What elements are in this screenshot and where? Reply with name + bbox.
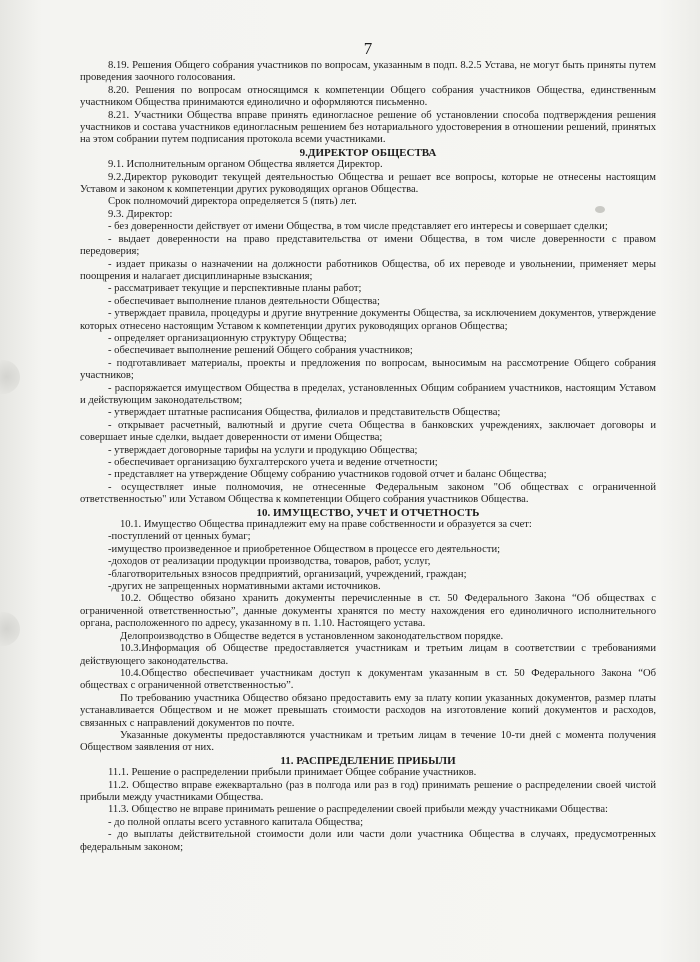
section-heading: 9.ДИРЕКТОР ОБЩЕСТВА: [299, 146, 437, 159]
paragraph: - выдает доверенности на право представительства от имени Общества, в том числе доверенности с правом передоверия;: [80, 233, 656, 258]
paragraph: - открывает расчетный, валютный и другие счета Общества в банковских учреждениях, заключает договоры и совершает иные сделки, выдает доверенности от имени Общества;: [80, 419, 656, 444]
paragraph: 10.3.Информация об Обществе предоставляется участникам и третьим лицам в соответствии с требованиями действующего законодательства.: [80, 643, 656, 667]
paragraph: 8.21. Участники Общества вправе принять единогласное решение об установлении способа подтверждения решения участников и состава участников единогласным решением без нотариального удостоверения в отношении решений, принятых на этом собрании путем подписания протокола всеми участниками.: [80, 109, 656, 146]
paragraph: -других не запрещенных нормативными актами источников.: [108, 581, 381, 593]
punch-hole: [0, 612, 20, 646]
paragraph: 9.3. Директор:: [108, 208, 173, 220]
paragraph: 8.19. Решения Общего собрания участников по вопросам, указанным в подп. 8.2.5 Устава, не могут быть приняты путем проведения заочного голосования.: [80, 60, 656, 84]
paragraph: -доходов от реализации продукции производства, товаров, работ, услуг,: [108, 556, 431, 568]
paragraph: 11.1. Решение о распределении прибыли принимает Общее собрание участников.: [108, 767, 477, 779]
paragraph: - издает приказы о назначении на должности работников Общества, об их переводе и увольнении, применяет меры поощрения и налагает дисциплинарные взыскания;: [80, 258, 656, 282]
section-heading: 10. ИМУЩЕСТВО, УЧЕТ И ОТЧЕТНОСТЬ: [256, 506, 480, 519]
paragraph: - до выплаты действительной стоимости доли или части доли участника Общества в случаях, предусмотренных федеральным законом;: [80, 829, 656, 853]
page-content: [80, 40, 656, 854]
paragraph: -поступлений от ценных бумаг;: [108, 531, 251, 543]
paragraph: 11.2. Общество вправе ежеквартально (раз в полгода или раз в год) принимать решение о распределении своей чистой прибыли между участниками Общества.: [80, 779, 656, 803]
paragraph: - утверждает штатные расписания Общества, филиалов и представительств Общества;: [108, 407, 501, 419]
paragraph: 9.2.Директор руководит текущей деятельностью Общества и решает все вопросы, которые не отнесены настоящим Уставом и законом к компетенции других руководящих органов Общества.: [80, 171, 656, 196]
paragraph: По требованию участника Общество обязано предоставить ему за плату копии указанных документов, размер платы устанавливается Обществом и не может превышать стоимости расходов на изготовление копий документов и расходов, связанных с направлений документов по почте.: [80, 692, 656, 729]
paragraph: Указанные документы предоставляются участникам и третьим лицам в течение 10-ти дней с момента получения Обществом заявления от них.: [80, 729, 656, 754]
paragraph: 10.2. Общество обязано хранить документы перечисленные в ст. 50 Федерального Закона “Об обществах с ограниченной ответственностью”, данные документы хранятся по месту нахождения его единоличного исполнительного органа, расположенного по адресу, указанному в п. 1.10. Настоящего устава.: [80, 593, 656, 630]
punch-hole: [0, 360, 20, 394]
section-heading: 11. РАСПРЕДЕЛЕНИЕ ПРИБЫЛИ: [280, 754, 456, 767]
paragraph: 8.20. Решения по вопросам относящимся к компетенции Общего собрания участников Общества, единственным участником Общества принимаются единолично и оформляются письменно.: [80, 84, 656, 109]
paragraph: - обеспечивает выполнение решений Общего собрания участников;: [108, 345, 413, 357]
body-text: [80, 60, 656, 854]
paragraph: - обеспечивает выполнение планов деятельности Общества;: [108, 295, 380, 307]
paragraph: - представляет на утверждение Общему собранию участников годовой отчет и баланс Общества;: [108, 469, 547, 481]
paragraph: 10.4.Общество обеспечивает участникам доступ к документам указанным в ст. 50 Федерального Закона “Об обществах с ограниченной ответственностью”.: [80, 667, 656, 692]
paragraph: - определяет организационную структуру Общества;: [108, 332, 347, 344]
paragraph: -благотворительных взносов предприятий, организаций, учреждений, граждан;: [108, 568, 467, 580]
paragraph: - подготавливает материалы, проекты и предложения по вопросам, выносимым на рассмотрение Общего собрания участников;: [80, 357, 656, 382]
paragraph: - утверждает договорные тарифы на услуги и продукцию Общества;: [108, 444, 418, 456]
paragraph: - утверждает правила, процедуры и другие внутренние документы Общества, за исключением документов, утверждение которых отнесено настоящим Уставом к компетенции других руководящих органов Общества;: [80, 308, 656, 332]
paragraph: - обеспечивает организацию бухгалтерского учета и ведение отчетности;: [108, 457, 438, 468]
paragraph: Срок полномочий директора определяется 5 (пять) лет.: [108, 196, 357, 208]
paragraph: - рассматривает текущие и перспективные планы работ;: [108, 283, 362, 295]
paragraph: 10.1. Имущество Общества принадлежит ему на праве собственности и образуется за счет:: [120, 519, 532, 531]
paragraph: - без доверенности действует от имени Общества, в том числе представляет его интересы и совершает сделки;: [108, 221, 608, 233]
paragraph: - осуществляет иные полномочия, не отнесенные Федеральным законом "Об обществах с ограниченной ответственностью" или Уставом Общества к компетенции Общего собрания участников Общества.: [80, 481, 656, 506]
paragraph: 11.3. Общество не вправе принимать решение о распределении своей прибыли между участниками Общества:: [108, 804, 608, 816]
paragraph: -имущество произведенное и приобретенное Обществом в процессе его деятельности;: [108, 543, 501, 555]
paragraph: - распоряжается имуществом Общества в пределах, установленных Общим собранием участников, настоящим Уставом и действующим законодательством;: [80, 382, 656, 406]
page-number: 7: [363, 39, 373, 58]
paragraph: 9.1. Исполнительным органом Общества является Директор.: [108, 159, 383, 171]
paragraph: - до полной оплаты всего уставного капитала Общества;: [108, 816, 364, 828]
paragraph: Делопроизводство в Обществе ведется в установленном законодательством порядке.: [120, 630, 504, 642]
